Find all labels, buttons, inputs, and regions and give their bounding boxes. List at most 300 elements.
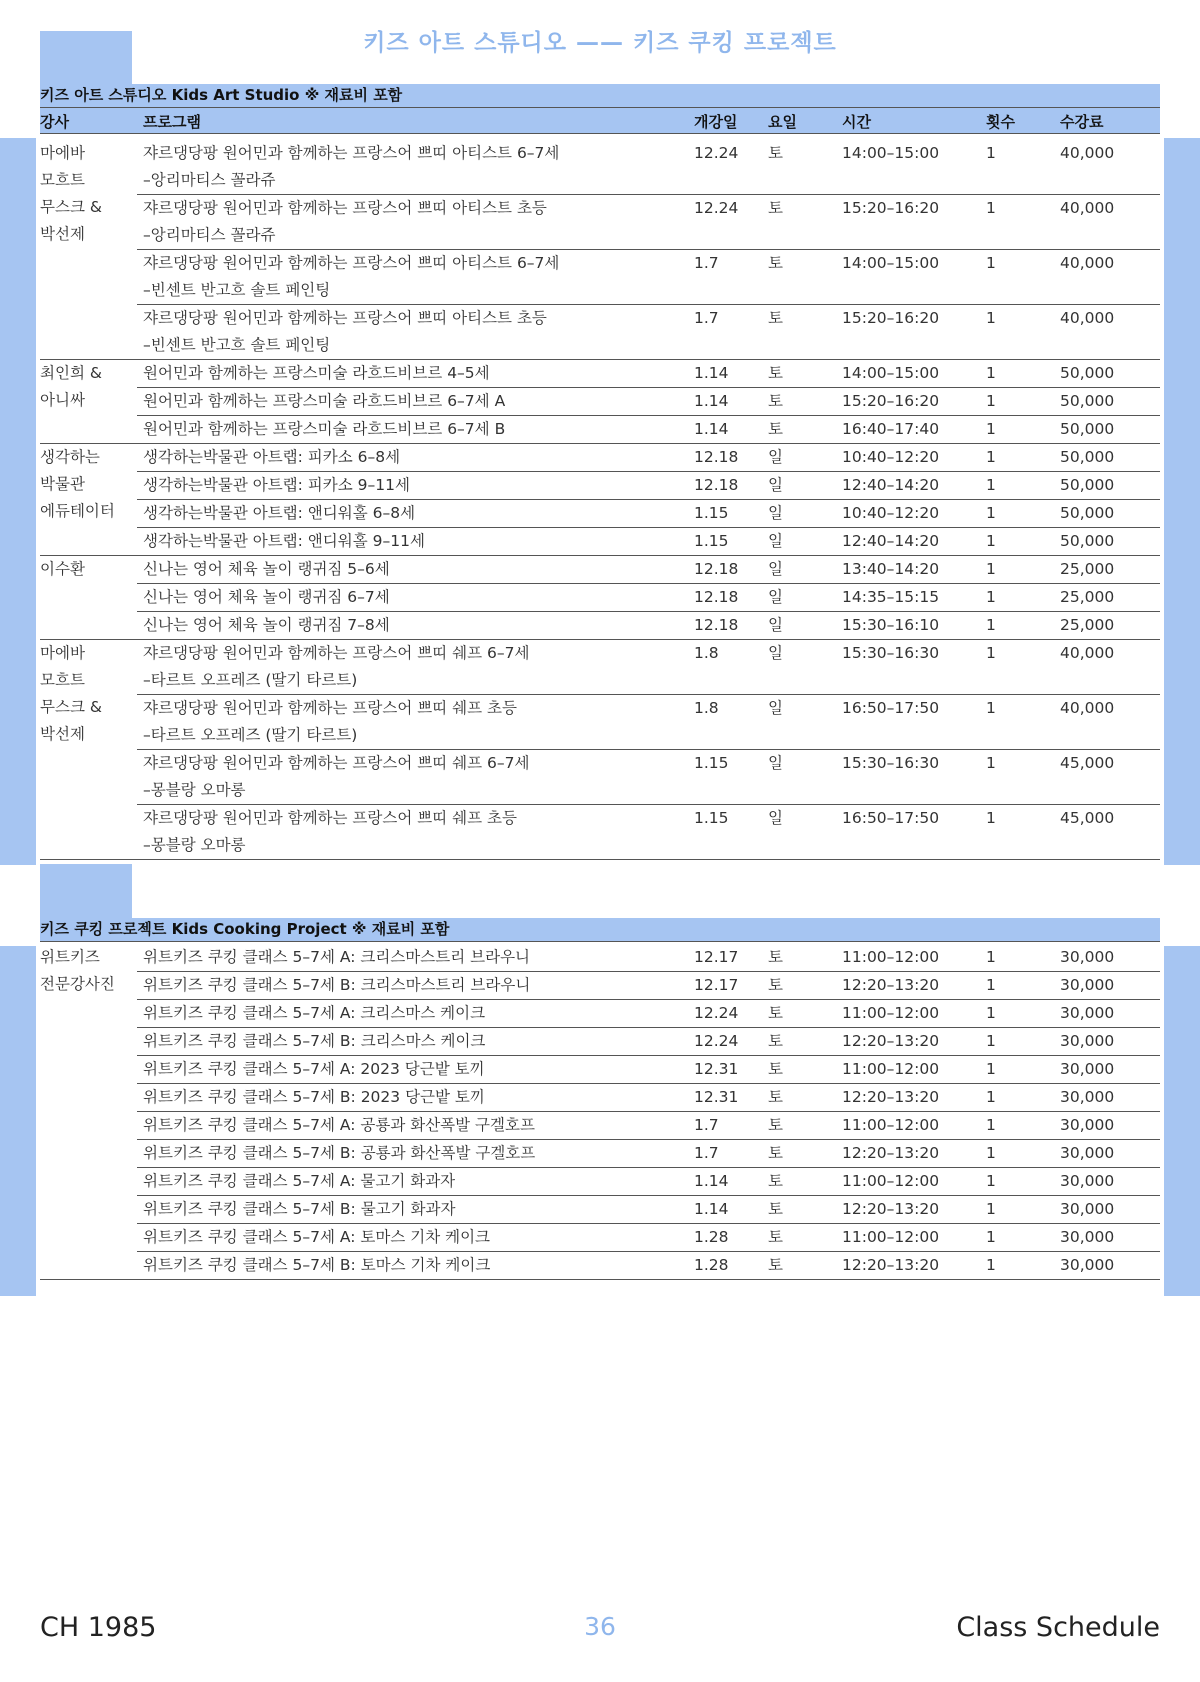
instructor-cell bbox=[40, 140, 137, 360]
program-cell bbox=[137, 1140, 688, 1168]
program-value: 위트키즈 쿠킹 클래스 5–7세 A: 토마스 기차 케이크 bbox=[143, 1228, 491, 1246]
header-instructor: 강사 bbox=[40, 108, 137, 140]
time-cell bbox=[836, 612, 980, 640]
fee-cell bbox=[1054, 250, 1160, 305]
count-cell bbox=[980, 1140, 1054, 1168]
count-value: 1 bbox=[986, 809, 996, 827]
date-value: 1.15 bbox=[694, 504, 729, 522]
time-value: 10:40–12:20 bbox=[842, 504, 940, 522]
date-cell bbox=[688, 416, 762, 444]
date-cell bbox=[688, 612, 762, 640]
program-cell bbox=[137, 1196, 688, 1224]
fee-value: 50,000 bbox=[1060, 392, 1115, 410]
time-value: 12:20–13:20 bbox=[842, 1256, 940, 1274]
count-value: 1 bbox=[986, 199, 996, 217]
time-value: 16:50–17:50 bbox=[842, 809, 940, 827]
table-row bbox=[40, 250, 1160, 305]
count-cell bbox=[980, 416, 1054, 444]
header-day: 요일 bbox=[762, 108, 836, 140]
date-cell bbox=[688, 584, 762, 612]
date-value: 12.18 bbox=[694, 588, 739, 606]
date-value: 12.24 bbox=[694, 199, 739, 217]
time-cell bbox=[836, 944, 980, 972]
program-value: 위트키즈 쿠킹 클래스 5–7세 A: 2023 당근밭 토끼 bbox=[143, 1060, 485, 1078]
table-row bbox=[40, 1028, 1160, 1056]
fee-value: 40,000 bbox=[1060, 144, 1115, 162]
fee-cell bbox=[1054, 640, 1160, 695]
date-cell bbox=[688, 1224, 762, 1252]
program-cell bbox=[137, 140, 688, 195]
fee-value: 40,000 bbox=[1060, 199, 1115, 217]
program-value: 원어민과 함께하는 프랑스미술 라흐드비브르 6–7세 B bbox=[143, 420, 506, 438]
date-cell bbox=[688, 250, 762, 305]
table-row bbox=[40, 1140, 1160, 1168]
date-cell bbox=[688, 695, 762, 750]
count-cell bbox=[980, 360, 1054, 388]
day-cell bbox=[762, 140, 836, 195]
time-cell bbox=[836, 250, 980, 305]
page-title: 키즈 아트 스튜디오 —— 키즈 쿠킹 프로젝트 bbox=[363, 30, 837, 56]
day-cell bbox=[762, 305, 836, 360]
program-cell bbox=[137, 584, 688, 612]
count-value: 1 bbox=[986, 1088, 996, 1106]
date-cell bbox=[688, 1056, 762, 1084]
count-cell bbox=[980, 640, 1054, 695]
fee-value: 40,000 bbox=[1060, 309, 1115, 327]
program-cell bbox=[137, 528, 688, 556]
time-cell bbox=[836, 1196, 980, 1224]
date-value: 1.28 bbox=[694, 1228, 729, 1246]
time-cell bbox=[836, 1084, 980, 1112]
time-value: 10:40–12:20 bbox=[842, 448, 940, 466]
count-cell bbox=[980, 584, 1054, 612]
time-value: 14:00–15:00 bbox=[842, 144, 940, 162]
day-cell bbox=[762, 500, 836, 528]
count-value: 1 bbox=[986, 1032, 996, 1050]
header-date: 개강일 bbox=[688, 108, 762, 140]
count-value: 1 bbox=[986, 476, 996, 494]
date-cell bbox=[688, 1252, 762, 1280]
date-value: 1.14 bbox=[694, 364, 729, 382]
table-row bbox=[40, 305, 1160, 360]
day-cell bbox=[762, 944, 836, 972]
time-cell bbox=[836, 556, 980, 584]
program-value: 위트키즈 쿠킹 클래스 5–7세 A: 크리스마스트리 브라우니 bbox=[143, 948, 531, 966]
date-value: 1.7 bbox=[694, 1116, 719, 1134]
table-row bbox=[40, 416, 1160, 444]
time-cell bbox=[836, 305, 980, 360]
date-cell bbox=[688, 944, 762, 972]
day-value: 토 bbox=[768, 1228, 783, 1246]
time-value: 12:20–13:20 bbox=[842, 976, 940, 994]
program-value: 생각하는박물관 아트랩: 피카소 9–11세 bbox=[143, 476, 410, 494]
program-cell bbox=[137, 360, 688, 388]
day-value: 토 bbox=[768, 1256, 783, 1274]
date-cell bbox=[688, 1000, 762, 1028]
time-cell bbox=[836, 972, 980, 1000]
time-value: 11:00–12:00 bbox=[842, 1228, 940, 1246]
date-value: 12.17 bbox=[694, 976, 739, 994]
fee-value: 50,000 bbox=[1060, 504, 1115, 522]
count-cell bbox=[980, 805, 1054, 860]
program-value: 위트키즈 쿠킹 클래스 5–7세 B: 토마스 기차 케이크 bbox=[143, 1256, 491, 1274]
instructor-name: 최인희 & 아니싸 bbox=[40, 364, 102, 409]
program-value: 생각하는박물관 아트랩: 앤디워홀 9–11세 bbox=[143, 532, 425, 550]
count-cell bbox=[980, 750, 1054, 805]
date-cell bbox=[688, 1168, 762, 1196]
table-row bbox=[40, 140, 1160, 195]
date-value: 1.14 bbox=[694, 1172, 729, 1190]
day-cell bbox=[762, 1112, 836, 1140]
program-value: 신나는 영어 체육 놀이 랭귀짐 5–6세 bbox=[143, 560, 390, 578]
count-cell bbox=[980, 500, 1054, 528]
instructor-name: 생각하는 박물관 에듀테이터 bbox=[40, 448, 115, 520]
program-value: 쟈르댕당팡 원어민과 함께하는 프랑스어 쁘띠 쉐프 6–7세 –몽블랑 오마롱 bbox=[143, 754, 530, 799]
instructor-name: 위트키즈 전문강사진 bbox=[40, 948, 115, 993]
date-value: 1.7 bbox=[694, 309, 719, 327]
date-cell bbox=[688, 1028, 762, 1056]
day-cell bbox=[762, 1224, 836, 1252]
program-cell bbox=[137, 1224, 688, 1252]
fee-value: 30,000 bbox=[1060, 1032, 1115, 1050]
table-row bbox=[40, 750, 1160, 805]
time-value: 11:00–12:00 bbox=[842, 1172, 940, 1190]
fee-value: 25,000 bbox=[1060, 616, 1115, 634]
fee-value: 30,000 bbox=[1060, 976, 1115, 994]
fee-cell bbox=[1054, 1168, 1160, 1196]
program-cell bbox=[137, 1000, 688, 1028]
fee-value: 45,000 bbox=[1060, 754, 1115, 772]
day-value: 일 bbox=[768, 754, 783, 772]
count-cell bbox=[980, 305, 1054, 360]
time-cell bbox=[836, 1252, 980, 1280]
day-value: 토 bbox=[768, 199, 783, 217]
time-value: 12:40–14:20 bbox=[842, 476, 940, 494]
day-value: 일 bbox=[768, 644, 783, 662]
day-value: 토 bbox=[768, 1116, 783, 1134]
instructor-name: 마에바 모흐트 무스크 & 박선제 bbox=[40, 144, 102, 243]
program-cell bbox=[137, 195, 688, 250]
count-cell bbox=[980, 1168, 1054, 1196]
date-value: 1.28 bbox=[694, 1256, 729, 1274]
count-cell bbox=[980, 1084, 1054, 1112]
date-value: 1.14 bbox=[694, 420, 729, 438]
count-value: 1 bbox=[986, 1060, 996, 1078]
fee-cell bbox=[1054, 944, 1160, 972]
table-row bbox=[40, 695, 1160, 750]
time-value: 13:40–14:20 bbox=[842, 560, 940, 578]
count-cell bbox=[980, 1196, 1054, 1224]
count-value: 1 bbox=[986, 1004, 996, 1022]
program-cell bbox=[137, 972, 688, 1000]
day-value: 토 bbox=[768, 392, 783, 410]
time-cell bbox=[836, 195, 980, 250]
program-cell bbox=[137, 556, 688, 584]
deco-block bbox=[40, 31, 132, 85]
count-cell bbox=[980, 556, 1054, 584]
fee-cell bbox=[1054, 1224, 1160, 1252]
table-row bbox=[40, 556, 1160, 584]
cooking-section bbox=[40, 918, 1160, 1280]
art-section-title: 키즈 아트 스튜디오 Kids Art Studio ※ 재료비 포함 bbox=[40, 84, 1160, 108]
fee-cell bbox=[1054, 612, 1160, 640]
deco-block bbox=[0, 138, 36, 865]
count-value: 1 bbox=[986, 616, 996, 634]
date-cell bbox=[688, 444, 762, 472]
cooking-section-title: 키즈 쿠킹 프로젝트 Kids Cooking Project ※ 재료비 포함 bbox=[40, 918, 1160, 942]
time-value: 14:35–15:15 bbox=[842, 588, 940, 606]
date-cell bbox=[688, 472, 762, 500]
program-value: 위트키즈 쿠킹 클래스 5–7세 B: 크리스마스 케이크 bbox=[143, 1032, 486, 1050]
program-cell bbox=[137, 250, 688, 305]
count-value: 1 bbox=[986, 1172, 996, 1190]
date-value: 12.31 bbox=[694, 1060, 739, 1078]
fee-value: 30,000 bbox=[1060, 1116, 1115, 1134]
program-value: 쟈르댕당팡 원어민과 함께하는 프랑스어 쁘띠 쉐프 초등 –타르트 오프레즈 (딸기 타르트) bbox=[143, 699, 517, 744]
program-cell bbox=[137, 1028, 688, 1056]
date-cell bbox=[688, 972, 762, 1000]
count-value: 1 bbox=[986, 1144, 996, 1162]
instructor-name: 이수환 bbox=[40, 560, 85, 578]
fee-value: 30,000 bbox=[1060, 1172, 1115, 1190]
fee-cell bbox=[1054, 972, 1160, 1000]
program-cell bbox=[137, 388, 688, 416]
day-cell bbox=[762, 1084, 836, 1112]
time-cell bbox=[836, 472, 980, 500]
date-value: 1.15 bbox=[694, 809, 729, 827]
time-value: 12:40–14:20 bbox=[842, 532, 940, 550]
date-value: 1.15 bbox=[694, 532, 729, 550]
fee-cell bbox=[1054, 1056, 1160, 1084]
day-value: 토 bbox=[768, 254, 783, 272]
fee-cell bbox=[1054, 556, 1160, 584]
date-cell bbox=[688, 360, 762, 388]
fee-value: 25,000 bbox=[1060, 560, 1115, 578]
count-cell bbox=[980, 250, 1054, 305]
count-value: 1 bbox=[986, 1116, 996, 1134]
fee-cell bbox=[1054, 1196, 1160, 1224]
program-cell bbox=[137, 472, 688, 500]
count-value: 1 bbox=[986, 644, 996, 662]
date-cell bbox=[688, 1084, 762, 1112]
count-value: 1 bbox=[986, 754, 996, 772]
date-cell bbox=[688, 1140, 762, 1168]
time-cell bbox=[836, 528, 980, 556]
time-cell bbox=[836, 1028, 980, 1056]
program-cell bbox=[137, 1084, 688, 1112]
date-value: 12.24 bbox=[694, 1004, 739, 1022]
fee-cell bbox=[1054, 444, 1160, 472]
program-value: 생각하는박물관 아트랩: 피카소 6–8세 bbox=[143, 448, 401, 466]
count-value: 1 bbox=[986, 254, 996, 272]
cooking-schedule-table bbox=[40, 944, 1160, 1280]
day-cell bbox=[762, 972, 836, 1000]
count-cell bbox=[980, 695, 1054, 750]
count-value: 1 bbox=[986, 1200, 996, 1218]
date-value: 12.18 bbox=[694, 476, 739, 494]
time-cell bbox=[836, 444, 980, 472]
time-cell bbox=[836, 1224, 980, 1252]
time-cell bbox=[836, 1056, 980, 1084]
fee-cell bbox=[1054, 805, 1160, 860]
day-cell bbox=[762, 416, 836, 444]
fee-value: 50,000 bbox=[1060, 420, 1115, 438]
program-cell bbox=[137, 444, 688, 472]
day-cell bbox=[762, 612, 836, 640]
fee-cell bbox=[1054, 388, 1160, 416]
fee-value: 30,000 bbox=[1060, 1144, 1115, 1162]
fee-value: 30,000 bbox=[1060, 1060, 1115, 1078]
count-cell bbox=[980, 1056, 1054, 1084]
date-cell bbox=[688, 1112, 762, 1140]
instructor-cell bbox=[40, 556, 137, 640]
date-value: 1.7 bbox=[694, 1144, 719, 1162]
date-cell bbox=[688, 805, 762, 860]
count-cell bbox=[980, 1028, 1054, 1056]
instructor-cell bbox=[40, 944, 137, 1280]
fee-value: 30,000 bbox=[1060, 1088, 1115, 1106]
count-cell bbox=[980, 1224, 1054, 1252]
count-cell bbox=[980, 195, 1054, 250]
fee-cell bbox=[1054, 305, 1160, 360]
time-cell bbox=[836, 416, 980, 444]
day-value: 토 bbox=[768, 948, 783, 966]
time-cell bbox=[836, 1168, 980, 1196]
count-cell bbox=[980, 944, 1054, 972]
count-value: 1 bbox=[986, 309, 996, 327]
table-row bbox=[40, 472, 1160, 500]
program-cell bbox=[137, 612, 688, 640]
instructor-cell bbox=[40, 360, 137, 444]
art-schedule-table bbox=[40, 108, 1160, 860]
day-cell bbox=[762, 444, 836, 472]
deco-block bbox=[0, 946, 36, 1296]
count-value: 1 bbox=[986, 976, 996, 994]
fee-value: 50,000 bbox=[1060, 448, 1115, 466]
fee-cell bbox=[1054, 750, 1160, 805]
day-value: 토 bbox=[768, 420, 783, 438]
date-cell bbox=[688, 305, 762, 360]
table-row bbox=[40, 195, 1160, 250]
fee-cell bbox=[1054, 360, 1160, 388]
time-cell bbox=[836, 360, 980, 388]
fee-value: 40,000 bbox=[1060, 699, 1115, 717]
program-cell bbox=[137, 416, 688, 444]
day-cell bbox=[762, 1028, 836, 1056]
day-cell bbox=[762, 1252, 836, 1280]
header-fee: 수강료 bbox=[1054, 108, 1160, 140]
date-value: 1.8 bbox=[694, 699, 719, 717]
fee-value: 30,000 bbox=[1060, 1228, 1115, 1246]
time-value: 15:30–16:30 bbox=[842, 644, 940, 662]
time-value: 12:20–13:20 bbox=[842, 1088, 940, 1106]
table-row bbox=[40, 388, 1160, 416]
count-cell bbox=[980, 444, 1054, 472]
time-value: 11:00–12:00 bbox=[842, 1116, 940, 1134]
count-cell bbox=[980, 972, 1054, 1000]
fee-value: 30,000 bbox=[1060, 1256, 1115, 1274]
day-value: 일 bbox=[768, 809, 783, 827]
time-cell bbox=[836, 140, 980, 195]
date-cell bbox=[688, 1196, 762, 1224]
program-value: 생각하는박물관 아트랩: 앤디워홀 6–8세 bbox=[143, 504, 416, 522]
count-value: 1 bbox=[986, 392, 996, 410]
program-value: 위트키즈 쿠킹 클래스 5–7세 A: 물고기 화과자 bbox=[143, 1172, 456, 1190]
program-value: 쟈르댕당팡 원어민과 함께하는 프랑스어 쁘띠 쉐프 초등 –몽블랑 오마롱 bbox=[143, 809, 517, 854]
date-value: 12.31 bbox=[694, 1088, 739, 1106]
header-time: 시간 bbox=[836, 108, 980, 140]
table-row bbox=[40, 1056, 1160, 1084]
count-value: 1 bbox=[986, 364, 996, 382]
program-value: 위트키즈 쿠킹 클래스 5–7세 A: 공룡과 화산폭발 구겔호프 bbox=[143, 1116, 535, 1134]
count-cell bbox=[980, 472, 1054, 500]
table-row bbox=[40, 612, 1160, 640]
table-row bbox=[40, 944, 1160, 972]
program-value: 쟈르댕당팡 원어민과 함께하는 프랑스어 쁘띠 쉐프 6–7세 –타르트 오프레즈 (딸기 타르트) bbox=[143, 644, 530, 689]
count-cell bbox=[980, 528, 1054, 556]
deco-block bbox=[1164, 946, 1200, 1296]
time-cell bbox=[836, 1000, 980, 1028]
table-row bbox=[40, 1084, 1160, 1112]
count-value: 1 bbox=[986, 699, 996, 717]
count-value: 1 bbox=[986, 144, 996, 162]
page-number: 36 bbox=[584, 1612, 616, 1641]
date-cell bbox=[688, 750, 762, 805]
time-cell bbox=[836, 1140, 980, 1168]
program-cell bbox=[137, 805, 688, 860]
day-value: 토 bbox=[768, 1200, 783, 1218]
table-row bbox=[40, 640, 1160, 695]
time-value: 16:50–17:50 bbox=[842, 699, 940, 717]
program-cell bbox=[137, 1168, 688, 1196]
date-cell bbox=[688, 500, 762, 528]
table-row bbox=[40, 805, 1160, 860]
count-value: 1 bbox=[986, 532, 996, 550]
date-cell bbox=[688, 140, 762, 195]
day-cell bbox=[762, 1196, 836, 1224]
day-cell bbox=[762, 1140, 836, 1168]
day-cell bbox=[762, 1056, 836, 1084]
time-value: 14:00–15:00 bbox=[842, 254, 940, 272]
day-value: 일 bbox=[768, 448, 783, 466]
program-value: 신나는 영어 체육 놀이 랭귀짐 7–8세 bbox=[143, 616, 390, 634]
table-row bbox=[40, 1252, 1160, 1280]
day-value: 토 bbox=[768, 1004, 783, 1022]
day-value: 토 bbox=[768, 144, 783, 162]
program-value: 위트키즈 쿠킹 클래스 5–7세 B: 크리스마스트리 브라우니 bbox=[143, 976, 531, 994]
time-value: 11:00–12:00 bbox=[842, 948, 940, 966]
fee-value: 25,000 bbox=[1060, 588, 1115, 606]
fee-cell bbox=[1054, 140, 1160, 195]
day-cell bbox=[762, 250, 836, 305]
program-value: 위트키즈 쿠킹 클래스 5–7세 B: 물고기 화과자 bbox=[143, 1200, 456, 1218]
instructor-name: 마에바 모흐트 무스크 & 박선제 bbox=[40, 644, 102, 743]
table-row bbox=[40, 500, 1160, 528]
date-cell bbox=[688, 388, 762, 416]
table-row bbox=[40, 1224, 1160, 1252]
date-value: 1.14 bbox=[694, 392, 729, 410]
date-value: 12.18 bbox=[694, 616, 739, 634]
count-cell bbox=[980, 388, 1054, 416]
program-cell bbox=[137, 500, 688, 528]
date-value: 1.14 bbox=[694, 1200, 729, 1218]
table-row bbox=[40, 1000, 1160, 1028]
day-value: 일 bbox=[768, 504, 783, 522]
count-cell bbox=[980, 140, 1054, 195]
deco-block bbox=[1164, 138, 1200, 865]
program-value: 위트키즈 쿠킹 클래스 5–7세 B: 2023 당근밭 토끼 bbox=[143, 1088, 485, 1106]
count-value: 1 bbox=[986, 448, 996, 466]
